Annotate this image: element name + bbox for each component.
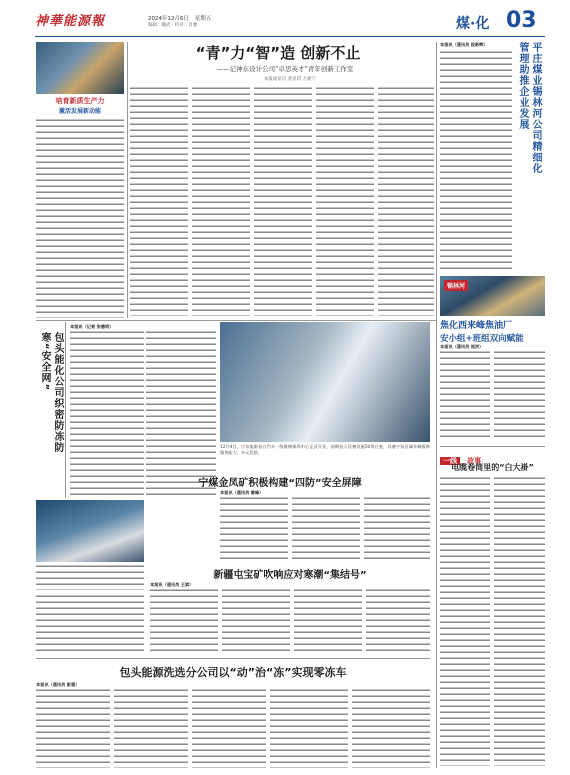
sidebar-title-line2: 激活发展新动能 [58,108,101,115]
sidebar-title-line1: 培育新质生产力 [55,97,105,105]
divider-5 [65,322,66,498]
right-photo [440,276,545,316]
lower-article-2-text-3 [294,588,362,652]
right-mid-title-line2: 安小组+班组双向赋能 [440,334,524,344]
lead-body-col3 [254,86,312,316]
right-mid-text-1 [440,350,490,440]
bottom-text-3 [192,688,266,768]
lead-body-col2 [192,86,250,316]
lower-article-2-text-2 [222,588,290,652]
bottom-text-2 [114,688,188,768]
side-column-text-1 [440,50,512,272]
left-lower-text [36,594,144,652]
lower-article-1-title: 宁煤金凤矿积极构建“四防”安全屏障 [198,478,362,489]
lower-article-1-byline: 本报讯（通讯员 雷峰） [220,490,264,495]
column-2-title: 包头能化公司织密防冻防寒“安全网” [39,332,63,453]
lower-article-1-text-1 [220,496,288,560]
right-mid-title-line1: 焦化西来峰焦油厂 [440,321,513,331]
section-name: 煤·化 [456,16,490,32]
masthead [0,0,570,38]
right-mid-byline: 本报讯（通讯员 屈洪） [440,344,484,349]
date-text: 2024年12月6日 [148,16,189,22]
page-number: 03 [506,8,537,33]
lower-article-2-text-1 [150,588,218,652]
sidebar-photo-title [36,94,124,116]
bottom-text-4 [270,688,348,768]
lower-article-1-text-2 [292,496,360,560]
divider-4 [440,446,545,447]
lead-byline: 本报通讯员 黄亚琦 万建宁 [263,77,317,82]
weekday-text: 星期五 [194,16,212,22]
photo-badge: 锡林河 [444,280,468,291]
story-title: 电缆卷筒里的“白大褂” [451,463,534,472]
lower-article-2-title: 新疆屯宝矿吹响应对寒潮“集结号” [213,570,367,581]
lower-article-2-text-4 [366,588,430,652]
bottom-text-1 [36,688,110,768]
bottom-text-5 [352,688,430,768]
lead-title: “青”力“智”造 创新不止 [195,44,361,62]
right-mid-title [440,318,545,344]
lead-body-col1 [130,86,188,316]
masthead-rule [35,36,545,37]
story-text-1 [440,476,490,766]
lead-body-col4 [316,86,374,316]
story-tag [440,448,545,465]
story-text-2 [494,476,545,766]
lower-article-1-text-3 [364,496,430,560]
lead-body-col5 [378,86,434,316]
divider-2 [436,42,437,768]
column-2-byline: 本报讯（记者 张德明） [70,324,114,329]
right-mid-text-2 [494,350,545,440]
issue-date [148,14,211,22]
bottom-article-title: 包头能源洗选分公司以“动”治“冻”实现零冻车 [119,666,347,679]
divider-3 [36,320,436,321]
editor-line: 编辑：魏武 · 校对：肖雅 [148,23,198,28]
left-lower-caption [36,564,144,590]
lower-article-2-byline: 本报讯（通讯员 王斌） [150,582,194,587]
sidebar-body-text [36,118,124,318]
column-2-text-1 [70,330,144,498]
bottom-rule [36,658,430,659]
newspaper-logo: 神華能源報 [35,14,106,29]
side-column-title: 平庄煤业锡林河公司精细化管理助推企业发展 [517,42,541,174]
lead-subtitle: ——记神东设计公司“卓思英才”青年创新工作室 [216,65,354,73]
story-tag-2: 故事 [467,457,482,465]
column-2-text-2 [146,330,216,498]
sidebar-photo [36,42,124,94]
mid-photo [220,322,430,442]
divider-1 [127,42,128,318]
bottom-article-byline: 本报讯（通讯员 彭强） [36,682,80,687]
mid-photo-caption: 12月4日，宁东能源首台汽车一级维修保养中心正式开业，前期投入设备设施50余台套，具备宁东区域车辆维修服务能力，多元发展。 [220,444,430,455]
side-column-byline: 本报讯（通讯员 段新辉） [440,42,488,47]
left-lower-photo [36,500,144,562]
story-tag-1: 一线 [440,457,460,465]
